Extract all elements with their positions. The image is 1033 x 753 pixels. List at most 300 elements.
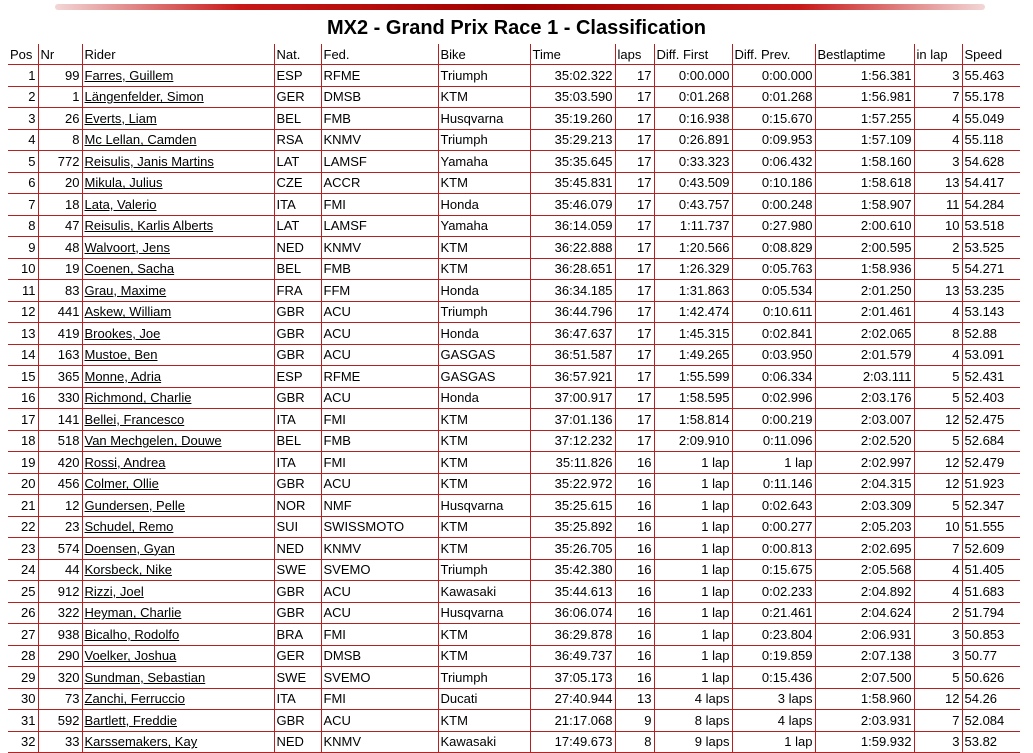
rider-link[interactable]: Korsbeck, Nike (84, 562, 172, 578)
rider-link[interactable]: Mikula, Julius (84, 175, 163, 191)
cell-time: 35:44.613 (530, 581, 615, 603)
rider-link[interactable]: Monne, Adria (84, 368, 162, 384)
cell-nr: 163 (38, 344, 82, 366)
cell-diff-first: 1:55.599 (654, 366, 732, 388)
cell-in-lap: 2 (914, 602, 962, 624)
cell-bestlaptime: 1:56.981 (815, 86, 914, 108)
cell-time: 36:06.074 (530, 602, 615, 624)
cell-diff-first: 1 lap (654, 602, 732, 624)
cell-speed: 53.525 (962, 237, 1020, 259)
cell-in-lap: 7 (914, 86, 962, 108)
cell-diff-first: 1 lap (654, 645, 732, 667)
cell-in-lap: 3 (914, 731, 962, 753)
cell-rider (82, 495, 274, 517)
cell-pos: 7 (8, 194, 38, 216)
cell-nr: 290 (38, 645, 82, 667)
cell-pos: 12 (8, 301, 38, 323)
cell-diff-first: 1:58.814 (654, 409, 732, 431)
cell-diff-first: 1 lap (654, 473, 732, 495)
rider-link[interactable]: Brookes, Joe (84, 325, 161, 341)
cell-nr: 441 (38, 301, 82, 323)
cell-laps: 17 (615, 323, 654, 345)
cell-bike: Triumph (438, 301, 530, 323)
cell-time: 36:57.921 (530, 366, 615, 388)
cell-diff-first: 1:26.329 (654, 258, 732, 280)
cell-diff-first: 0:01.268 (654, 86, 732, 108)
cell-rider (82, 172, 274, 194)
cell-nr: 12 (38, 495, 82, 517)
rider-link[interactable]: Farres, Guillem (84, 67, 174, 83)
col-header-bestlaptime: Bestlaptime (815, 44, 914, 65)
rider-link[interactable]: Heyman, Charlie (84, 605, 182, 621)
cell-laps: 16 (615, 581, 654, 603)
cell-rider (82, 688, 274, 710)
cell-laps: 16 (615, 667, 654, 689)
cell-in-lap: 5 (914, 366, 962, 388)
rider-link[interactable]: Reisulis, Janis Martins (84, 153, 214, 169)
cell-fed: ACU (321, 387, 438, 409)
cell-bike: Triumph (438, 129, 530, 151)
cell-in-lap: 4 (914, 108, 962, 130)
cell-fed: SVEMO (321, 667, 438, 689)
rider-link[interactable]: Zanchi, Ferruccio (84, 691, 185, 707)
rider-link[interactable]: Walvoort, Jens (84, 239, 170, 255)
rider-link[interactable]: Colmer, Ollie (84, 476, 159, 492)
cell-laps: 17 (615, 280, 654, 302)
table-row (8, 473, 1020, 495)
rider-link[interactable]: Grau, Maxime (84, 282, 167, 298)
cell-speed: 51.555 (962, 516, 1020, 538)
cell-pos: 15 (8, 366, 38, 388)
cell-pos: 26 (8, 602, 38, 624)
table-row (8, 323, 1020, 345)
rider-link[interactable]: Karssemakers, Kay (84, 734, 198, 750)
cell-fed: ACU (321, 473, 438, 495)
cell-rider (82, 559, 274, 581)
cell-bike: KTM (438, 237, 530, 259)
cell-rider (82, 538, 274, 560)
rider-link[interactable]: Gundersen, Pelle (84, 497, 185, 513)
cell-diff-prev: 4 laps (732, 710, 815, 732)
cell-in-lap: 4 (914, 581, 962, 603)
cell-nat: ESP (274, 366, 321, 388)
cell-bestlaptime: 1:57.255 (815, 108, 914, 130)
cell-nat: GBR (274, 344, 321, 366)
cell-time: 35:19.260 (530, 108, 615, 130)
table-row (8, 559, 1020, 581)
cell-bike: GASGAS (438, 366, 530, 388)
cell-speed: 52.347 (962, 495, 1020, 517)
cell-pos: 17 (8, 409, 38, 431)
table-row (8, 667, 1020, 689)
cell-fed: FMB (321, 258, 438, 280)
cell-diff-prev: 0:02.996 (732, 387, 815, 409)
cell-laps: 8 (615, 731, 654, 753)
cell-time: 35:22.972 (530, 473, 615, 495)
cell-diff-prev: 0:06.432 (732, 151, 815, 173)
cell-nr: 26 (38, 108, 82, 130)
cell-nr: 518 (38, 430, 82, 452)
cell-nat: NED (274, 731, 321, 753)
cell-speed: 55.178 (962, 86, 1020, 108)
table-row (8, 516, 1020, 538)
cell-nat: CZE (274, 172, 321, 194)
cell-laps: 16 (615, 473, 654, 495)
cell-time: 35:03.590 (530, 86, 615, 108)
cell-diff-prev: 0:03.950 (732, 344, 815, 366)
classification-table (8, 44, 1020, 753)
cell-fed: FMB (321, 430, 438, 452)
cell-nat: LAT (274, 215, 321, 237)
cell-bestlaptime: 2:02.997 (815, 452, 914, 474)
cell-speed: 52.479 (962, 452, 1020, 474)
cell-fed: FMB (321, 108, 438, 130)
cell-bestlaptime: 1:58.960 (815, 688, 914, 710)
rider-link[interactable]: Bellei, Francesco (84, 411, 185, 427)
cell-in-lap: 12 (914, 409, 962, 431)
cell-bestlaptime: 2:06.931 (815, 624, 914, 646)
cell-nr: 19 (38, 258, 82, 280)
cell-in-lap: 3 (914, 65, 962, 87)
cell-speed: 53.143 (962, 301, 1020, 323)
table-row (8, 538, 1020, 560)
cell-diff-prev: 0:05.763 (732, 258, 815, 280)
cell-pos: 21 (8, 495, 38, 517)
cell-bestlaptime: 2:03.931 (815, 710, 914, 732)
cell-in-lap: 10 (914, 516, 962, 538)
cell-fed: FFM (321, 280, 438, 302)
cell-nr: 1 (38, 86, 82, 108)
cell-bike: KTM (438, 516, 530, 538)
cell-nat: GBR (274, 323, 321, 345)
cell-rider (82, 731, 274, 753)
cell-laps: 17 (615, 430, 654, 452)
cell-bike: Yamaha (438, 215, 530, 237)
cell-fed: ACU (321, 602, 438, 624)
cell-nr: 365 (38, 366, 82, 388)
cell-rider (82, 237, 274, 259)
cell-nat: GBR (274, 301, 321, 323)
cell-diff-prev: 0:15.675 (732, 559, 815, 581)
cell-rider (82, 258, 274, 280)
cell-laps: 16 (615, 624, 654, 646)
cell-speed: 52.084 (962, 710, 1020, 732)
cell-diff-prev: 0:02.841 (732, 323, 815, 345)
cell-bike: KTM (438, 172, 530, 194)
col-header-diff-prev: Diff. Prev. (732, 44, 815, 65)
col-header-in-lap: in lap (914, 44, 962, 65)
cell-time: 36:14.059 (530, 215, 615, 237)
cell-fed: NMF (321, 495, 438, 517)
rider-link[interactable]: Reisulis, Karlis Alberts (84, 218, 214, 234)
cell-nr: 592 (38, 710, 82, 732)
cell-diff-prev: 0:09.953 (732, 129, 815, 151)
cell-diff-prev: 0:27.980 (732, 215, 815, 237)
cell-nat: FRA (274, 280, 321, 302)
cell-speed: 50.77 (962, 645, 1020, 667)
rider-link[interactable]: Richmond, Charlie (84, 390, 192, 406)
rider-link[interactable]: Bartlett, Freddie (84, 712, 177, 728)
cell-in-lap: 5 (914, 667, 962, 689)
cell-nat: ITA (274, 688, 321, 710)
cell-in-lap: 3 (914, 151, 962, 173)
cell-speed: 53.091 (962, 344, 1020, 366)
cell-laps: 17 (615, 65, 654, 87)
cell-diff-first: 1 lap (654, 559, 732, 581)
rider-link[interactable]: Bicalho, Rodolfo (84, 626, 180, 642)
cell-fed: ACU (321, 710, 438, 732)
table-row (8, 387, 1020, 409)
rider-link[interactable]: Rizzi, Joel (84, 583, 144, 599)
cell-time: 37:05.173 (530, 667, 615, 689)
cell-rider (82, 430, 274, 452)
cell-time: 35:35.645 (530, 151, 615, 173)
table-row (8, 108, 1020, 130)
col-header-rider: Rider (82, 44, 274, 65)
cell-nat: GBR (274, 387, 321, 409)
cell-bestlaptime: 2:01.250 (815, 280, 914, 302)
table-row (8, 65, 1020, 87)
cell-in-lap: 10 (914, 215, 962, 237)
cell-pos: 27 (8, 624, 38, 646)
cell-rider (82, 86, 274, 108)
cell-bestlaptime: 1:58.618 (815, 172, 914, 194)
cell-pos: 28 (8, 645, 38, 667)
cell-bestlaptime: 2:04.624 (815, 602, 914, 624)
cell-fed: KNMV (321, 237, 438, 259)
cell-time: 36:44.796 (530, 301, 615, 323)
rider-link[interactable]: Voelker, Joshua (84, 648, 177, 664)
cell-diff-first: 1 lap (654, 581, 732, 603)
cell-fed: FMI (321, 452, 438, 474)
cell-fed: FMI (321, 688, 438, 710)
cell-bestlaptime: 1:57.109 (815, 129, 914, 151)
cell-pos: 31 (8, 710, 38, 732)
cell-fed: SVEMO (321, 559, 438, 581)
cell-fed: RFME (321, 366, 438, 388)
cell-nr: 772 (38, 151, 82, 173)
cell-rider (82, 645, 274, 667)
cell-fed: LAMSF (321, 215, 438, 237)
rider-link[interactable]: Van Mechgelen, Douwe (84, 433, 222, 449)
rider-link[interactable]: Schudel, Remo (84, 519, 174, 535)
cell-time: 36:29.878 (530, 624, 615, 646)
cell-speed: 55.118 (962, 129, 1020, 151)
cell-bestlaptime: 2:01.579 (815, 344, 914, 366)
cell-bike: KTM (438, 473, 530, 495)
cell-diff-first: 1 lap (654, 624, 732, 646)
cell-diff-first: 1:49.265 (654, 344, 732, 366)
rider-link[interactable]: Rossi, Andrea (84, 454, 166, 470)
table-row (8, 151, 1020, 173)
cell-rider (82, 65, 274, 87)
cell-nr: 23 (38, 516, 82, 538)
cell-time: 21:17.068 (530, 710, 615, 732)
cell-in-lap: 11 (914, 194, 962, 216)
cell-time: 37:01.136 (530, 409, 615, 431)
cell-bike: Yamaha (438, 151, 530, 173)
table-row (8, 194, 1020, 216)
cell-pos: 19 (8, 452, 38, 474)
cell-fed: ACCR (321, 172, 438, 194)
cell-rider (82, 301, 274, 323)
cell-nat: NED (274, 538, 321, 560)
cell-time: 35:25.615 (530, 495, 615, 517)
cell-diff-prev: 0:00.813 (732, 538, 815, 560)
cell-nr: 141 (38, 409, 82, 431)
cell-rider (82, 344, 274, 366)
rider-link[interactable]: Askew, William (84, 304, 172, 320)
cell-diff-prev: 0:01.268 (732, 86, 815, 108)
cell-in-lap: 5 (914, 430, 962, 452)
rider-link[interactable]: Sundman, Sebastian (84, 669, 206, 685)
cell-time: 35:46.079 (530, 194, 615, 216)
rider-link[interactable]: Lata, Valerio (84, 196, 157, 212)
cell-fed: KNMV (321, 731, 438, 753)
cell-pos: 18 (8, 430, 38, 452)
cell-speed: 53.518 (962, 215, 1020, 237)
cell-speed: 53.82 (962, 731, 1020, 753)
cell-nr: 322 (38, 602, 82, 624)
cell-laps: 17 (615, 237, 654, 259)
rider-link[interactable]: Mustoe, Ben (84, 347, 158, 363)
cell-diff-first: 1 lap (654, 495, 732, 517)
cell-diff-first: 2:09.910 (654, 430, 732, 452)
cell-nat: GBR (274, 710, 321, 732)
cell-rider (82, 151, 274, 173)
cell-bike: KTM (438, 452, 530, 474)
cell-speed: 52.609 (962, 538, 1020, 560)
cell-nat: SWE (274, 559, 321, 581)
table-row (8, 710, 1020, 732)
cell-fed: ACU (321, 301, 438, 323)
cell-diff-prev: 1 lap (732, 731, 815, 753)
cell-nat: ITA (274, 452, 321, 474)
cell-diff-first: 1:58.595 (654, 387, 732, 409)
cell-speed: 52.403 (962, 387, 1020, 409)
cell-bike: Husqvarna (438, 602, 530, 624)
cell-laps: 16 (615, 516, 654, 538)
cell-nat: RSA (274, 129, 321, 151)
cell-diff-first: 0:43.757 (654, 194, 732, 216)
cell-fed: FMI (321, 194, 438, 216)
cell-rider (82, 602, 274, 624)
cell-nr: 73 (38, 688, 82, 710)
cell-time: 27:40.944 (530, 688, 615, 710)
cell-in-lap: 3 (914, 624, 962, 646)
cell-in-lap: 4 (914, 129, 962, 151)
cell-bestlaptime: 2:03.111 (815, 366, 914, 388)
cell-diff-prev: 3 laps (732, 688, 815, 710)
cell-nat: SWE (274, 667, 321, 689)
cell-bestlaptime: 2:03.176 (815, 387, 914, 409)
rider-link[interactable]: Mc Lellan, Camden (84, 132, 197, 148)
page-title: MX2 - Grand Prix Race 1 - Classification (326, 17, 706, 39)
cell-bike: Triumph (438, 65, 530, 87)
cell-bike: Ducati (438, 688, 530, 710)
cell-time: 35:29.213 (530, 129, 615, 151)
col-header-pos: Pos (8, 44, 38, 65)
rider-link[interactable]: Coenen, Sacha (84, 261, 175, 277)
cell-diff-first: 0:43.509 (654, 172, 732, 194)
cell-diff-prev: 0:15.670 (732, 108, 815, 130)
cell-laps: 17 (615, 129, 654, 151)
cell-nr: 44 (38, 559, 82, 581)
cell-pos: 29 (8, 667, 38, 689)
cell-nr: 320 (38, 667, 82, 689)
col-header-time: Time (530, 44, 615, 65)
col-header-fed: Fed. (321, 44, 438, 65)
cell-bike: KTM (438, 645, 530, 667)
cell-bestlaptime: 2:04.892 (815, 581, 914, 603)
cell-nat: LAT (274, 151, 321, 173)
cell-rider (82, 280, 274, 302)
cell-in-lap: 12 (914, 473, 962, 495)
cell-in-lap: 5 (914, 387, 962, 409)
cell-fed: DMSB (321, 86, 438, 108)
cell-in-lap: 7 (914, 710, 962, 732)
cell-time: 35:02.322 (530, 65, 615, 87)
cell-in-lap: 4 (914, 301, 962, 323)
cell-time: 35:11.826 (530, 452, 615, 474)
cell-in-lap: 3 (914, 645, 962, 667)
table-row (8, 495, 1020, 517)
cell-laps: 13 (615, 688, 654, 710)
table-row (8, 258, 1020, 280)
cell-diff-first: 1:31.863 (654, 280, 732, 302)
cell-time: 35:26.705 (530, 538, 615, 560)
rider-link[interactable]: Doensen, Gyan (84, 540, 175, 556)
cell-bestlaptime: 2:03.309 (815, 495, 914, 517)
cell-fed: ACU (321, 323, 438, 345)
cell-bestlaptime: 2:05.568 (815, 559, 914, 581)
cell-nr: 99 (38, 65, 82, 87)
cell-pos: 25 (8, 581, 38, 603)
cell-pos: 24 (8, 559, 38, 581)
cell-time: 17:49.673 (530, 731, 615, 753)
cell-nr: 48 (38, 237, 82, 259)
cell-fed: KNMV (321, 538, 438, 560)
cell-nat: SUI (274, 516, 321, 538)
cell-speed: 51.923 (962, 473, 1020, 495)
cell-pos: 13 (8, 323, 38, 345)
cell-bestlaptime: 2:07.138 (815, 645, 914, 667)
cell-bestlaptime: 1:58.936 (815, 258, 914, 280)
cell-pos: 11 (8, 280, 38, 302)
header-decoration-bar (55, 4, 985, 10)
cell-bestlaptime: 1:59.932 (815, 731, 914, 753)
cell-nr: 419 (38, 323, 82, 345)
cell-diff-first: 1:45.315 (654, 323, 732, 345)
cell-in-lap: 8 (914, 323, 962, 345)
cell-pos: 5 (8, 151, 38, 173)
cell-diff-prev: 0:02.643 (732, 495, 815, 517)
cell-nr: 938 (38, 624, 82, 646)
cell-diff-first: 4 laps (654, 688, 732, 710)
cell-speed: 55.463 (962, 65, 1020, 87)
rider-link[interactable]: Längenfelder, Simon (84, 89, 204, 105)
cell-speed: 52.684 (962, 430, 1020, 452)
table-row (8, 237, 1020, 259)
cell-diff-prev: 0:19.859 (732, 645, 815, 667)
cell-laps: 16 (615, 602, 654, 624)
cell-laps: 17 (615, 108, 654, 130)
rider-link[interactable]: Everts, Liam (84, 110, 157, 126)
cell-nr: 330 (38, 387, 82, 409)
cell-nat: ITA (274, 194, 321, 216)
cell-diff-prev: 0:08.829 (732, 237, 815, 259)
cell-laps: 16 (615, 645, 654, 667)
